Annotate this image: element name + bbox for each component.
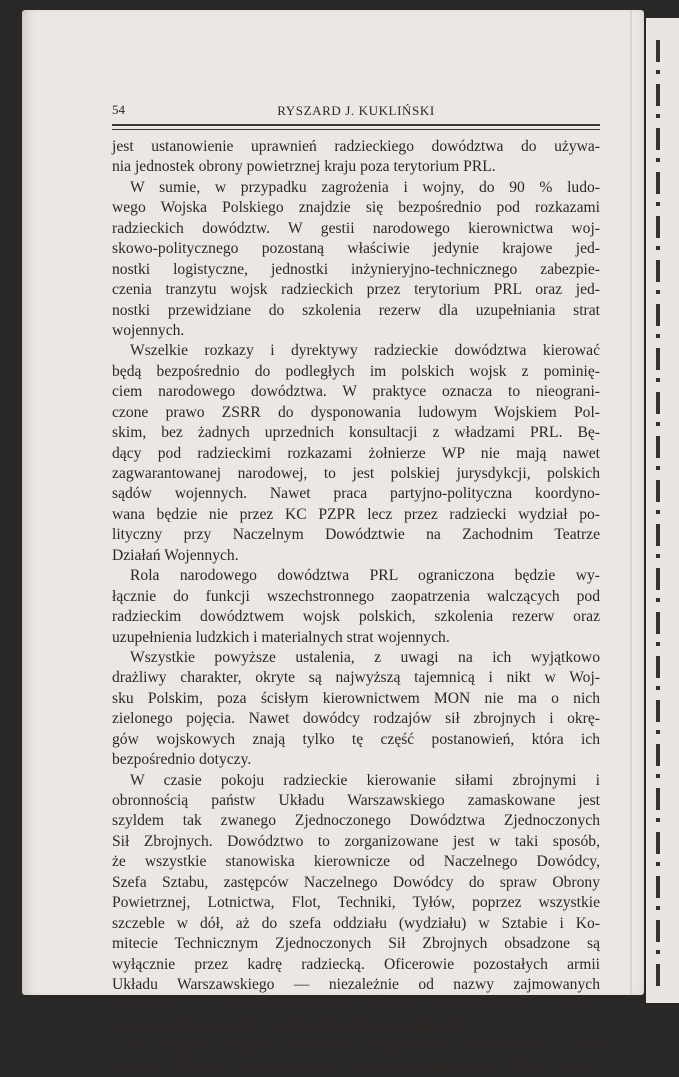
text-line: Wszelkie rozkazy i dyrektywy radzieckie dowództwa kierować	[130, 342, 600, 360]
text-line: Szefa Sztabu, zastępców Naczelnego Dowódcy do spraw Obrony	[112, 873, 600, 891]
text-line: wego Wojska Polskiego znajdzie się bezpośrednio pod rozkazami	[112, 199, 600, 217]
adjacent-page-text-edge	[656, 40, 660, 990]
adjacent-page-edge	[646, 18, 679, 1003]
text-line: czenia tranzytu wojsk radzieckich przez terytorium PRL oraz jed-	[112, 281, 600, 299]
text-line: lityczny przy Naczelnym Dowództwie na Zachodnim Teatrze	[112, 526, 600, 544]
text-line: Układu Warszawskiego — niezależnie od nazwy zajmowanych	[112, 975, 600, 993]
text-line: wojennych.	[112, 321, 185, 339]
text-line: państw Układu Warszawskiego, będące faktycznie filią Sztabu	[112, 1057, 600, 1075]
text-line: że wszystkie stanowiska kierownicze od Naczelnego Dowódcy,	[112, 853, 600, 871]
text-line: jest ustanowienie uprawnień radzieckiego dowództwa do używa-	[112, 138, 600, 155]
text-line: drażliwy charakter, okryte są najwyższą tajemnicą i nikt w Woj-	[112, 669, 600, 687]
text-line: W czasie pokoju radzieckie kierowanie siłami zbrojnymi i	[130, 771, 600, 789]
text-line: mitecie Technicznym Zjednoczonych Sił Zbrojnych obsadzone są	[112, 935, 600, 953]
text-line: Działań Wojennych.	[112, 546, 239, 564]
text-line: wana będzie nie przez KC PZPR lecz przez radziecki wydział po-	[112, 505, 600, 523]
text-line: nostki przewidziane do szkolenia rezerw dla uzupełniania strat	[112, 301, 600, 319]
text-line: Wszystkie powyższe ustalenia, z uwagi na ich wyjątkowo	[130, 648, 600, 666]
text-line: bezpośrednio dotyczy.	[112, 751, 252, 769]
text-line: stanowisk — spełniają wyłącznie funkcje informacyjne i łączni-	[112, 996, 600, 1014]
text-line: czone prawo ZSRR do dysponowania ludowym Wojskiem Pol-	[112, 403, 600, 421]
text-line: W czasie pokoju radzieckie Zjednoczone Dowództwo ZSZ	[130, 1037, 600, 1055]
text-line: sku Polskim, poza ścisłym kierownictwem MON nie ma o nich	[112, 689, 600, 707]
page-number: 54	[112, 102, 125, 117]
text-line: wyłącznie przez kadrę radziecką. Oficerowie pozostałych armii	[112, 955, 600, 973]
text-line: dący pod radzieckimi rozkazami żołnierze WP nie mają nawet	[112, 444, 600, 462]
text-line: W sumie, w przypadku zagrożenia i wojny, do 90 % ludo-	[130, 178, 600, 196]
running-head: RYSZARD J. KUKLIŃSKI	[277, 103, 435, 118]
text-line: będą bezpośrednio do podległych im polskich wojsk z pominię-	[112, 362, 600, 380]
page-fold-shadow	[630, 10, 632, 995]
text-line: Powietrznej, Lotnictwa, Flot, Techniki, Tyłów, poprzez wszystkie	[112, 894, 600, 912]
text-line: radzieckich dowództw. W gestii narodowego kierownictwa woj-	[112, 219, 600, 237]
text-line: uzupełnienia ludzkich i materialnych strat wojennych.	[112, 628, 450, 646]
page-header	[112, 102, 600, 122]
text-line: zagwarantowanej narodowej, to jest polskiej jurysdykcji, polskich	[112, 465, 600, 482]
text-line: szyldem tak zwanego Zjednoczonego Dowództwa Zjednoczonych	[112, 812, 600, 830]
text-line: obronnością państw Układu Warszawskiego zamaskowane jest	[112, 792, 600, 809]
text-line: zielonego pojęcia. Nawet dowódcy rodzajów sił zbrojnych i okrę-	[112, 710, 600, 728]
header-rule-thick	[112, 124, 600, 126]
text-line: skowo-politycznego pozostaną właściwie jedynie krajowe jed-	[112, 240, 600, 258]
text-line: skim, bez żadnych uprzednich konsultacji z władzami PRL. Bę-	[112, 424, 600, 442]
text-line: radzieckim dowództwem wojsk polskich, szkolenia rezerw oraz	[112, 608, 600, 626]
text-line: Rola narodowego dowództwa PRL ograniczona będzie wy-	[130, 567, 600, 585]
text-line: gów wojskowych znają tylko tę część postanowień, która ich	[112, 730, 600, 748]
text-line: Sił Zbrojnych. Dowództwo to zorganizowane jest w taki sposób,	[112, 832, 600, 850]
text-line: sądów wojennych. Nawet praca partyjno-polityczna koordyno-	[112, 485, 600, 503]
text-line: nia jednostek obrony powietrznej kraju poza terytorium PRL.	[112, 158, 496, 176]
text-line: ciem narodowego dowództwa. W praktyce oznacza to nieograni-	[112, 383, 600, 401]
text-line: nostki logistyczne, jednostki inżynieryjno-technicznego zabezpie-	[112, 260, 600, 278]
text-line: łącznie do funkcji wszechstronnego zaopatrzenia walczących pod	[112, 587, 600, 605]
text-line: szczeble w dół, aż do szefa oddziału (wydziału) w Sztabie i Ko-	[112, 914, 600, 932]
text-line: kowe w odniesieniu do ich własnych armii narodowych.	[112, 1016, 464, 1034]
header-rule-thin	[112, 129, 600, 130]
body-text	[112, 137, 600, 1077]
